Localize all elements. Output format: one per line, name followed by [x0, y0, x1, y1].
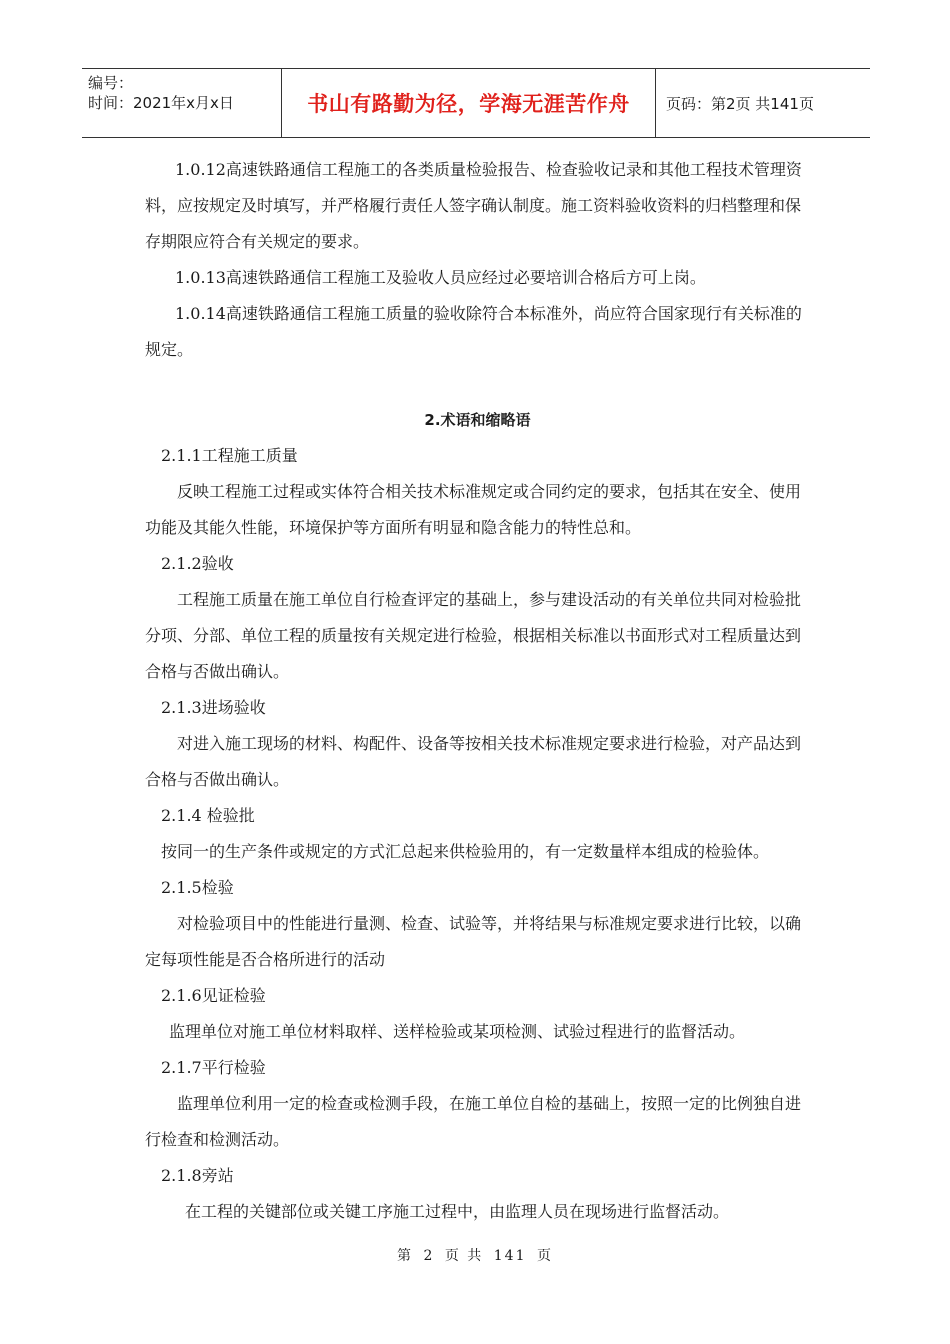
term-heading: 2.1.7平行检验 [161, 1058, 266, 1077]
term-body: 工程施工质量在施工单位自行检查评定的基础上，参与建设活动的有关单位共同对检验批分项、分部、单位工程的质量按有关规定进行检验，根据相关标准以书面形式对工程质量达到合格与否做出确认。 [145, 590, 802, 681]
paragraph: 1.0.14高速铁路通信工程施工质量的验收除符合本标准外，尚应符合国家现行有关标准的规定。 [145, 304, 802, 359]
paragraph: 1.0.12高速铁路通信工程施工的各类质量检验报告、检查验收记录和其他工程技术管理资料，应按规定及时填写，并严格履行责任人签字确认制度。施工资料验收资料的归档整理和保存期限应符合有关规定的要求。 [145, 160, 802, 251]
paragraph: 1.0.13高速铁路通信工程施工及验收人员应经过必要培训合格后方可上岗。 [175, 268, 706, 287]
term-body: 在工程的关键部位或关键工序施工过程中，由监理人员在现场进行监督活动。 [185, 1202, 730, 1221]
footer-prefix: 第 [397, 1248, 414, 1264]
page-footer [0, 1245, 950, 1265]
term-body: 监理单位对施工单位材料取样、送样检验或某项检测、试验过程进行的监督活动。 [169, 1022, 746, 1041]
footer-suffix: 页 [536, 1248, 553, 1264]
page-header [82, 68, 870, 138]
header-page-info: 页码：第2页 共141页 [666, 94, 814, 113]
header-motto: 书山有路勤为径，学海无涯苦作舟 [282, 69, 656, 137]
term-heading: 2.1.6见证检验 [161, 986, 266, 1005]
term-body: 对检验项目中的性能进行量测、检查、试验等，并将结果与标准规定要求进行比较，以确定每项性能是否合格所进行的活动 [145, 914, 802, 969]
term-heading: 2.1.1工程施工质量 [161, 446, 298, 465]
document-body [145, 152, 810, 1230]
term-body: 对进入施工现场的材料、构配件、设备等按相关技术标准规定要求进行检验，对产品达到合格与否做出确认。 [145, 734, 802, 789]
footer-mid: 页 共 [444, 1248, 484, 1264]
term-heading: 2.1.2验收 [161, 554, 234, 573]
term-heading: 2.1.8旁站 [161, 1166, 234, 1185]
term-heading: 2.1.3进场验收 [161, 698, 266, 717]
time-label: 时间：2021年x月x日 [88, 94, 234, 112]
term-body: 按同一的生产条件或规定的方式汇总起来供检验用的，有一定数量样本组成的检验体。 [161, 842, 770, 861]
footer-page-number: 2 [423, 1248, 435, 1264]
section-title: 2.术语和缩略语 [424, 411, 531, 429]
term-heading: 2.1.5检验 [161, 878, 234, 897]
term-body: 监理单位利用一定的检查或检测手段，在施工单位自检的基础上，按照一定的比例独自进行检查和检测活动。 [145, 1094, 802, 1149]
code-label: 编号： [88, 74, 134, 92]
footer-total-pages: 141 [493, 1248, 527, 1264]
header-meta [82, 69, 282, 137]
term-heading: 2.1.4 检验批 [161, 806, 255, 825]
term-body: 反映工程施工过程或实体符合相关技术标准规定或合同约定的要求，包括其在安全、使用功能及其能久性能，环境保护等方面所有明显和隐含能力的特性总和。 [145, 482, 802, 537]
